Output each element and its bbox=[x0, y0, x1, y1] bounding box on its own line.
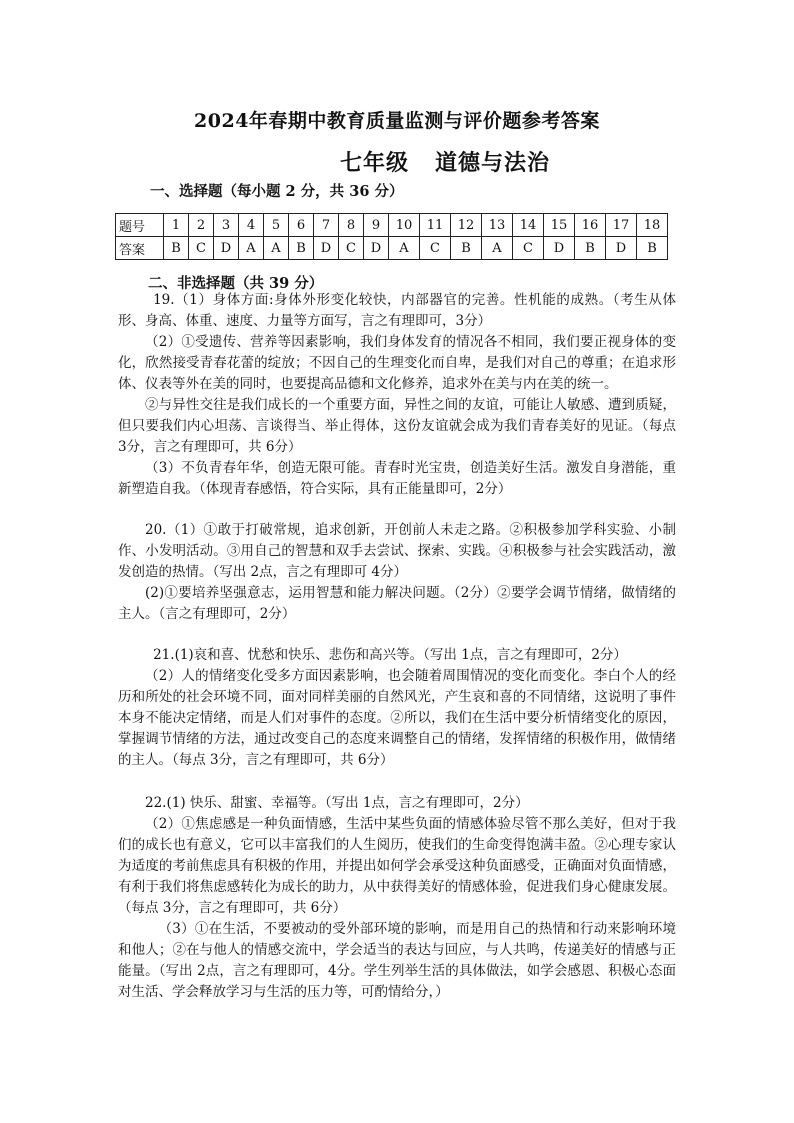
answer-cell: B bbox=[164, 237, 189, 260]
answer-cell: C bbox=[339, 237, 364, 260]
q20-part1: 20.（1）①敢于打破常规，追求创新，开创前人未走之路。②积极参加学科实验、小制作、小发明活动。③用自己的智慧和双手去尝试、探索、实践。④积极参与社会实践活动，激发创造的热情。（写出 2点，言之有理即可 4分） bbox=[118, 522, 676, 580]
q19-part3: （3）不负青春年华，创造无限可能。青春时光宝贵，创造美好生活。激发自身潜能，重新塑造自我。（体现青春感悟，符合实际，具有正能量即可，2分） bbox=[118, 460, 676, 497]
question-number-cell: 8 bbox=[339, 214, 364, 237]
question-number-cell: 3 bbox=[214, 214, 239, 237]
answer-cell: B bbox=[289, 237, 314, 260]
q19-part1: 19.（1）身体方面:身体外形变化较快，内部器官的完善。性机能的成熟。（考生从体形、身高、体重、速度、力量等方面写，言之有理即可，3分） bbox=[118, 292, 676, 329]
answer-cell: C bbox=[420, 237, 451, 260]
question-number-cell: 17 bbox=[606, 214, 637, 237]
question-19-block bbox=[118, 290, 676, 500]
q22-part3: （3）①在生活，不要被动的受外部环境的影响，而是用自己的热情和行动来影响环境和他人；②在与他人的情感交流中，学会适当的表达与回应，与人共鸣，传递美好的情感与正能量。（写出 2点，言之有理即可，4分。学生列举生活的具体做法，如学会感恩、积极心态面对生活、学会释放学习与生活的压力等，可酌情给分，） bbox=[118, 921, 676, 1000]
q19-part2: （2）①受遗传、营养等因素影响，我们身体发育的情况各不相同，我们要正视身体的变化，欣然接受青春花蕾的绽放；不因自己的生理变化而自卑，是我们对自己的尊重；在追求形体、仪表等外在美的同时，也要提高品德和文化修养，追求外在美与内在美的统一。 bbox=[118, 334, 676, 392]
answer-cell: A bbox=[239, 237, 264, 260]
question-number-cell: 16 bbox=[575, 214, 606, 237]
question-number-cell: 9 bbox=[364, 214, 389, 237]
question-number-cell: 7 bbox=[314, 214, 339, 237]
answer-cell: C bbox=[189, 237, 214, 260]
document-title: 2024年春期中教育质量监测与评价题参考答案 bbox=[194, 110, 600, 132]
q21-part1: 21.(1)哀和喜、忧愁和快乐、悲伤和高兴等。（写出 1点，言之有理即可，2分） bbox=[153, 647, 627, 663]
answer-cell: D bbox=[314, 237, 339, 260]
question-number-cell: 10 bbox=[389, 214, 420, 237]
section2-heading: 二、非选择题（共 39 分） bbox=[148, 275, 324, 292]
q19-part2-point2: ②与异性交往是我们成长的一个重要方面，异性之间的友谊，可能让人敏感、遭到质疑，但只要我们内心坦荡、言谈得当、举止得体，这份友谊就会成为我们青春美好的见证。（每点 3分，言之有理即可，共 6分） bbox=[118, 397, 676, 455]
question-number-row bbox=[116, 214, 668, 237]
answer-cell: A bbox=[389, 237, 420, 260]
answer-table bbox=[115, 213, 668, 260]
answer-cell: D bbox=[606, 237, 637, 260]
answer-cell: D bbox=[364, 237, 389, 260]
answer-row bbox=[116, 237, 668, 260]
question-number-cell: 11 bbox=[420, 214, 451, 237]
answer-cell: B bbox=[575, 237, 606, 260]
answer-cell: B bbox=[451, 237, 482, 260]
answer-cell: B bbox=[637, 237, 668, 260]
question-number-cell: 5 bbox=[264, 214, 289, 237]
question-21-block bbox=[118, 645, 676, 771]
row-label-number: 题号 bbox=[116, 214, 164, 237]
question-number-cell: 13 bbox=[482, 214, 513, 237]
answer-cell: A bbox=[482, 237, 513, 260]
question-number-cell: 18 bbox=[637, 214, 668, 237]
row-label-answer: 答案 bbox=[116, 237, 164, 260]
question-number-cell: 15 bbox=[544, 214, 575, 237]
q20-part2: (2)①要培养坚强意志，运用智慧和能力解决问题。（2分）②要学会调节情绪，做情绪的主人。（言之有理即可，2分） bbox=[118, 585, 676, 622]
question-number-cell: 1 bbox=[164, 214, 189, 237]
q22-part2: （2）①焦虑感是一种负面情感，生活中某些负面的情感体验尽管不那么美好，但对于我们的成长也有意义，它可以丰富我们的人生阅历，使我们的生命变得饱满丰盈。②心理专家认为适度的考前焦虑具有积极的作用，并提出如何学会承受这种负面感受，正确面对负面情感，有利于我们将焦虑感转化为成长的助力，从中获得美好的情感体验，促进我们身心健康发展。（每点 3分，言之有理即可，共 6分） bbox=[118, 816, 676, 916]
document-subtitle: 七年级 道德与法治 bbox=[340, 150, 550, 176]
answer-cell: D bbox=[544, 237, 575, 260]
question-number-cell: 14 bbox=[513, 214, 544, 237]
q21-part2: （2）人的情绪变化受多方面因素影响，也会随着周围情况的变化而变化。李白个人的经历和所处的社会环境不同，面对同样美丽的自然风光，产生哀和喜的不同情绪，这说明了事件本身不能决定情绪，而是人们对事件的态度。②所以，我们在生活中要分析情绪变化的原因，掌握调节情绪的方法，通过改变自己的态度来调整自己的情绪，发挥情绪的积极作用，做情绪的主人。（每点 3分，言之有理即可，共 6分） bbox=[118, 668, 676, 768]
question-20-block bbox=[118, 520, 676, 625]
answer-cell: D bbox=[214, 237, 239, 260]
question-number-cell: 2 bbox=[189, 214, 214, 237]
question-number-cell: 4 bbox=[239, 214, 264, 237]
question-number-cell: 6 bbox=[289, 214, 314, 237]
question-22-block bbox=[118, 793, 676, 1003]
q22-part1: 22.(1) 快乐、甜蜜、幸福等。（写出 1点，言之有理即可，2分） bbox=[145, 795, 529, 811]
answer-cell: C bbox=[513, 237, 544, 260]
question-number-cell: 12 bbox=[451, 214, 482, 237]
section1-heading: 一、选择题（每小题 2 分，共 36 分） bbox=[150, 183, 404, 200]
answer-cell: A bbox=[264, 237, 289, 260]
